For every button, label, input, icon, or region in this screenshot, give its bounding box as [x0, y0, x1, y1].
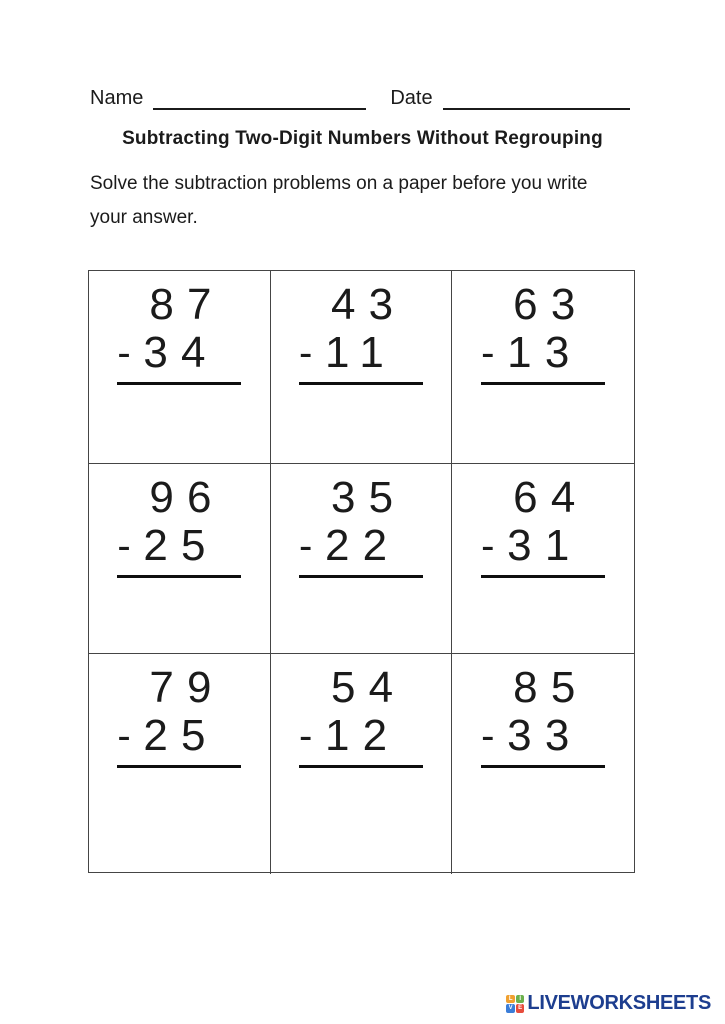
- instructions-line-2: your answer.: [90, 207, 198, 228]
- name-input-line[interactable]: [153, 86, 366, 110]
- problem-cell-1[interactable]: [89, 271, 271, 464]
- instructions: [90, 167, 587, 235]
- problem-cell-3[interactable]: [452, 271, 634, 464]
- icon-square-v: V: [506, 1004, 515, 1013]
- header-row: [90, 86, 685, 110]
- subtrahend: 34: [143, 328, 219, 377]
- icon-square-l: L: [506, 995, 515, 1004]
- minuend: 79: [149, 663, 225, 712]
- problem-cell-8[interactable]: [271, 654, 453, 874]
- subtrahend: 31: [507, 521, 583, 570]
- minus-sign: -: [481, 524, 495, 568]
- subtraction-problem: [117, 663, 241, 768]
- icon-square-i: I: [516, 995, 525, 1004]
- date-input-line[interactable]: [443, 86, 630, 110]
- subtraction-problem: [117, 280, 241, 385]
- minuend: 63: [513, 280, 589, 329]
- subtraction-problem: [117, 473, 241, 578]
- minuend: 96: [149, 473, 225, 522]
- minus-sign: -: [298, 524, 313, 568]
- minus-sign: -: [117, 714, 131, 758]
- subtraction-problem: [481, 663, 605, 768]
- minuend: 85: [513, 663, 589, 712]
- minus-sign: -: [117, 524, 131, 568]
- problem-cell-6[interactable]: [452, 464, 634, 654]
- minuend: 64: [513, 473, 589, 522]
- subtrahend: 11: [324, 328, 398, 377]
- problem-cell-5[interactable]: [271, 464, 453, 654]
- problem-cell-9[interactable]: [452, 654, 634, 874]
- liveworksheets-logo[interactable]: [506, 992, 711, 1015]
- minus-sign: -: [298, 714, 313, 758]
- minus-sign: -: [298, 331, 313, 375]
- subtrahend: 13: [507, 328, 583, 377]
- answer-line: [481, 382, 605, 385]
- subtrahend: 12: [324, 711, 401, 760]
- brand-name: LIVEWORKSHEETS: [527, 992, 711, 1014]
- date-label: Date: [390, 87, 433, 109]
- minus-sign: -: [117, 331, 131, 375]
- answer-line: [117, 765, 241, 768]
- answer-line: [299, 575, 423, 578]
- subtrahend: 22: [324, 521, 401, 570]
- answer-line: [117, 575, 241, 578]
- instructions-line-1: Solve the subtraction problems on a paper before you write: [90, 173, 588, 194]
- answer-line: [481, 575, 605, 578]
- subtraction-problem: [298, 280, 423, 385]
- minuend: 87: [149, 280, 225, 329]
- name-label: Name: [90, 87, 144, 109]
- minus-sign: -: [481, 714, 495, 758]
- subtraction-problem: [481, 280, 605, 385]
- problem-cell-7[interactable]: [89, 654, 271, 874]
- answer-line: [299, 765, 423, 768]
- problems-grid: [88, 270, 635, 873]
- problem-cell-4[interactable]: [89, 464, 271, 654]
- minuend: 54: [330, 663, 407, 712]
- minuend: 43: [330, 280, 407, 329]
- liveworksheets-icon: [506, 995, 524, 1013]
- answer-line: [481, 765, 605, 768]
- answer-line: [117, 382, 241, 385]
- minus-sign: -: [481, 331, 495, 375]
- answer-line: [299, 382, 423, 385]
- minuend: 35: [330, 473, 407, 522]
- subtrahend: 25: [143, 521, 219, 570]
- icon-square-e: E: [516, 1004, 525, 1013]
- problem-cell-2[interactable]: [271, 271, 453, 464]
- subtrahend: 33: [507, 711, 583, 760]
- subtraction-problem: [481, 473, 605, 578]
- subtraction-problem: [298, 473, 423, 578]
- page-title: Subtracting Two-Digit Numbers Without Regrouping: [122, 128, 603, 149]
- subtraction-problem: [298, 663, 423, 768]
- subtrahend: 25: [143, 711, 219, 760]
